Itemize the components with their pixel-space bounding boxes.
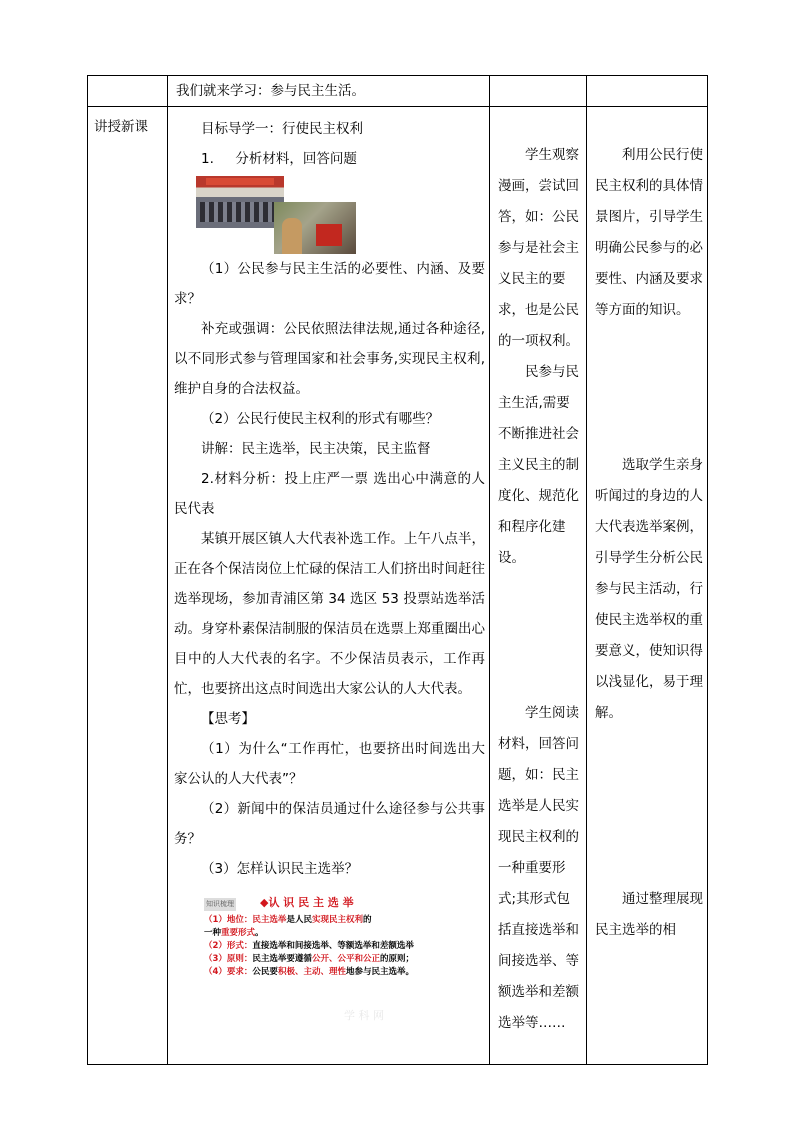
item1-text: 分析材料，回答问题 (235, 151, 357, 167)
explain-text: 讲解：民主选举，民主决策，民主监督 (201, 441, 431, 457)
slide-watermark: 学 科 网 (344, 1009, 384, 1022)
slide-line-4: （4）要求：公民要积极、主动、理性地参与民主选举。 (204, 967, 414, 977)
think-question-2: （2）新闻中的保洁员通过什么途径参与公共事务？ (174, 801, 485, 847)
think-label: 【思考】 (201, 711, 255, 727)
intro-intent-cell (587, 76, 708, 107)
design-intent-2: 选取学生亲身听闻过的身边的人大代表选举案例，引导学生分析公民参与民主活动，行使民主选举权的重要意义，使知识得以浅显化，易于理解。 (595, 457, 703, 721)
democratic-election-slide (196, 896, 414, 1024)
material-body: 某镇开展区镇人大代表补选工作。上午八点半，正在各个保洁岗位上忙碌的保洁工人们挤出时间赶往选举现场，参加青浦区第 34 选区 53 投票站选举活动。身穿朴素保洁制服的保洁员在选票上郑重圈出心目中的人大代表的名字。不少保洁员表示，工作再忙，也要挤出这点时间选出大家公认的人大代表。 (174, 531, 485, 697)
content-cell (168, 107, 490, 1065)
slide-line-1: （1）地位：民主选举是人民实现民主权利的 (204, 915, 372, 925)
item1 (174, 144, 485, 174)
intro-row (88, 76, 708, 107)
material-title: 2.材料分析：投上庄严一票 选出心中满意的人民代表 (174, 471, 485, 517)
intro-stage-cell (88, 76, 168, 107)
design-intent-1: 利用公民行使民主权利的具体情景图片，引导学生明确公民参与的必要性、内涵及要求等方面的知识。 (595, 147, 703, 318)
think-question-1: （1）为什么“工作再忙，也要挤出时间选出大家公认的人大代表”？ (174, 741, 485, 787)
question-1: （1）公民参与民主生活的必要性、内涵、及要求？ (174, 261, 485, 307)
main-row (88, 107, 708, 1065)
slide-line-1b: 一种重要形式。 (204, 928, 264, 938)
ballot-photo (274, 202, 356, 254)
design-intent-3: 通过整理展现民主选举的相 (595, 891, 703, 938)
student-activity-1: 学生观察漫画，尝试回答，如：公民参与是社会主义民主的要求，也是公民的一项权利。 (498, 147, 579, 349)
slide-line-3: （3）原则：民主选举要遵循公开、公平和公正的原则； (204, 954, 414, 964)
item1-number: 1. (201, 151, 214, 167)
intro-content-cell (168, 76, 490, 107)
stage-label: 讲授新课 (94, 119, 148, 135)
question-2: （2）公民行使民主权利的形式有哪些？ (201, 411, 440, 427)
meeting-photo (196, 176, 284, 228)
slide-heading: ◆认 识 民 主 选 举 (260, 896, 354, 909)
student-activity-2: 民参与民主生活,需要不断推进社会主义民主的制度化、规范化和程序化建设。 (498, 364, 579, 566)
supplement-text: 补充或强调：公民依照法律法规,通过各种途径,以不同形式参与管理国家和社会事务,实现民主权利,维护自身的合法权益。 (174, 321, 485, 397)
goal-title: 目标导学一：行使民主权利 (201, 121, 363, 137)
stage-cell (88, 107, 168, 1065)
lesson-plan-table (87, 75, 708, 1065)
student-activity-cell (490, 107, 587, 1065)
think-question-3: （3）怎样认识民主选举？ (201, 861, 359, 877)
design-intent-cell (587, 107, 708, 1065)
intro-text: 我们就来学习：参与民主生活。 (176, 83, 365, 99)
slide-tag: 知识梳理 (204, 898, 236, 911)
slide-line-2: （2）形式：直接选举和间接选举、等额选举和差额选举 (204, 941, 414, 951)
intro-student-cell (490, 76, 587, 107)
student-activity-3: 学生阅读材料，回答问题，如：民主选举是人民实现民主权利的一种重要形式;其形式包括直接选举和间接选举、等额选举和差额选举等…… (498, 705, 579, 1031)
election-photos (196, 176, 485, 254)
